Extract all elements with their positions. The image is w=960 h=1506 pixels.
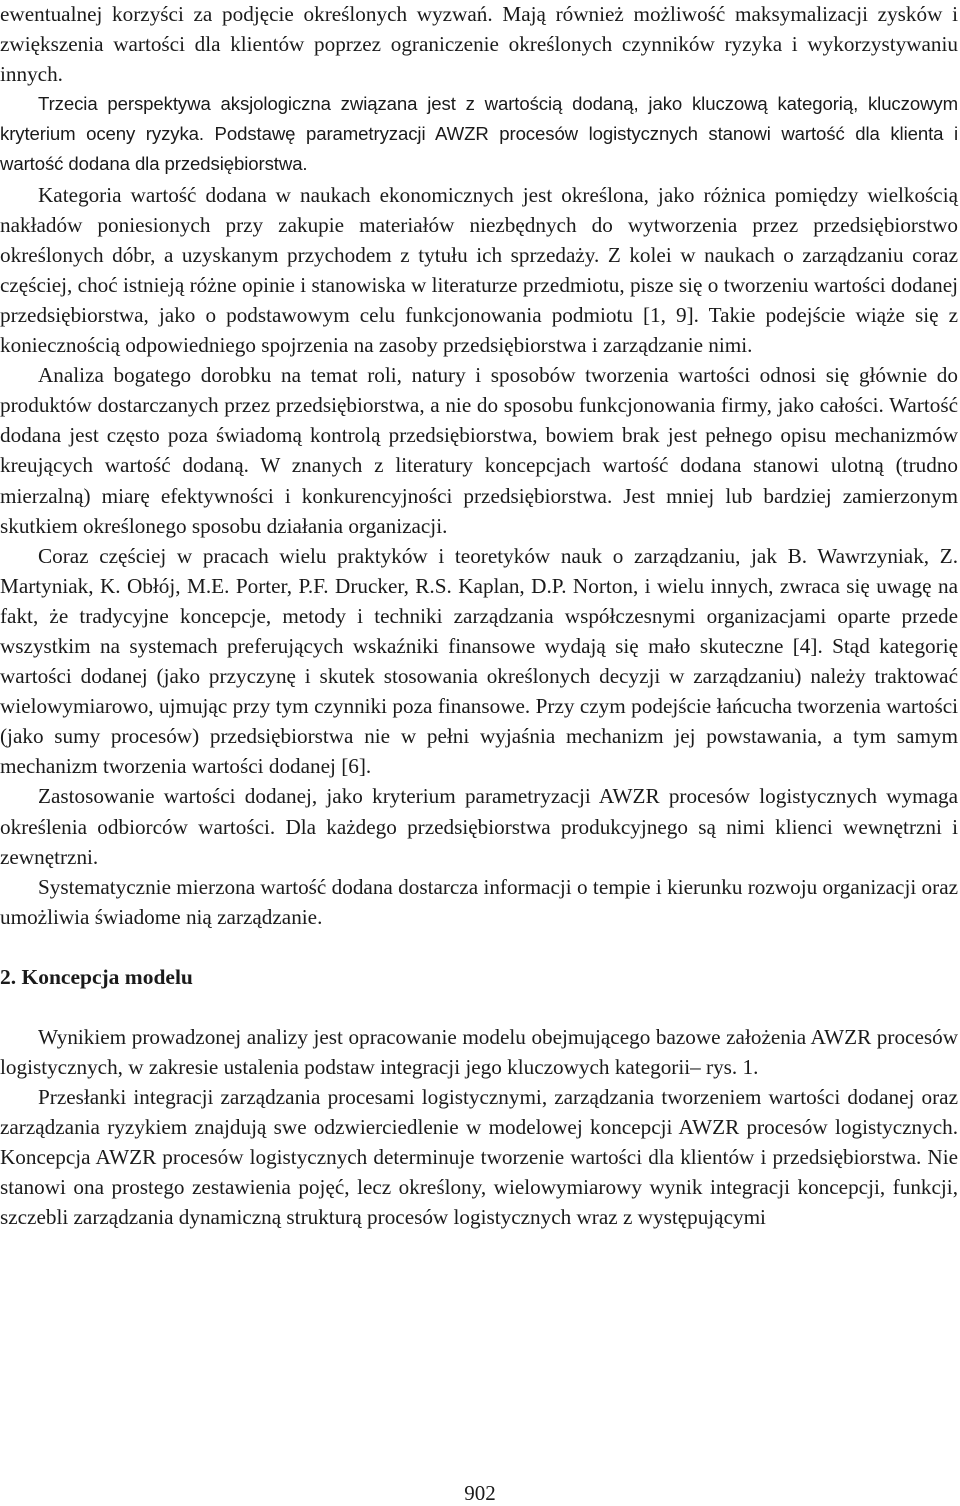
paragraph-model-result: Wynikiem prowadzonej analizy jest opracowanie modelu obejmującego bazowe założenia AWZR procesów logistycznych, w zakresie ustalenia podstaw integracji jego kluczowych kategorii– rys. 1. bbox=[0, 1024, 958, 1079]
heading-spacer-top bbox=[0, 932, 958, 962]
paragraph-third-perspective: Trzecia perspektywa aksjologiczna związana jest z wartością dodaną, jako kluczową kategorią, kluczowym kryterium oceny ryzyka. Podstawę parametryzacji AWZR procesów logistycznych stanowi wartość dla klienta i wartość dodana dla przedsiębiorstwa. bbox=[0, 93, 958, 175]
paragraph-analysis: Analiza bogatego dorobku na temat roli, natury i sposobów tworzenia wartości odnosi się głównie do produktów dostarczanych przez przedsiębiorstwa, a nie do sposobu funkcjonowania firmy, jako całości. Wartość dodana jest często poza świadomą kontrolą przedsiębiorstwa, bowiem brak jest pełnego opisu mechanizmów kreujących wartość dodaną. W znanych z literatury koncepcjach wartość dodana stanowi ulotną (trudno mierzalną) miarę efektywności i konkurencyjności przedsiębiorstwa. Jest mniej lub bardziej zamierzonym skutkiem określonego sposobu działania organizacji. bbox=[0, 363, 958, 538]
page-number: 902 bbox=[464, 1481, 496, 1505]
paragraph-continuation: ewentualnej korzyści za podjęcie określonych wyzwań. Mają również możliwość maksymalizacji zysków i zwiększenia wartości dla klientów poprzez ograniczenie określonych czynników ryzyka i wykorzystywaniu innych. bbox=[0, 2, 958, 87]
paragraph-systematic-measurement: Systematycznie mierzona wartość dodana dostarcza informacji o tempie i kierunku rozwoju organizacji oraz umożliwia świadome nią zarządzanie. bbox=[0, 874, 958, 929]
heading-spacer-bottom bbox=[0, 992, 958, 1022]
paragraph-practitioners: Coraz częściej w pracach wielu praktyków i teoretyków nauk o zarządzaniu, jak B. Wawrzyniak, Z. Martyniak, K. Obłój, M.E. Porter, P.F. Drucker, R.S. Kaplan, D.P. Norton, i wielu innych, zwraca się uwagę na fakt, że tradycyjne koncepcje, metody i techniki zarządzania współczesnymi organizacjami oparte przede wszystkim na systemach preferujących wskaźniki finansowe wydają się mało skuteczne [4]. Stąd kategorię wartości dodanej (jako przyczynę i skutek stosowania określonych decyzji w zarządzaniu) należy traktować wielowymiarowo, ujmując przy tym czynniki poza finansowe. Przy czym podejście łańcucha tworzenia wartości (jako sumy procesów) przedsiębiorstwa nie w pełni wyjaśnia mechanizm jej powstawania, a tym samym mechanizm tworzenia wartości dodanej [6]. bbox=[0, 543, 958, 779]
section-heading: 2. Koncepcja modelu bbox=[0, 964, 193, 989]
paragraph-integration-premises: Przesłanki integracji zarządzania procesami logistycznymi, zarządzania tworzeniem wartości dodanej oraz zarządzania ryzykiem znajdują swe odzwierciedlenie w modelowej koncepcji AWZR procesów logistycznych. Koncepcja AWZR procesów logistycznych determinuje tworzenie wartości dla klientów i przedsiębiorstwa. Nie stanowi ona prostego zestawienia pojęć, lecz określony, wielowymiarowy wynik integracji koncepcji, funkcji, szczebli zarządzania dynamiczną strukturą procesów logistycznych wraz z występującymi bbox=[0, 1085, 958, 1230]
paragraph-value-added-definition: Kategoria wartość dodana w naukach ekonomicznych jest określona, jako różnica pomiędzy wielkością nakładów poniesionych przy zakupie materiałów niezbędnych do wytworzenia przez przedsiębiorstwo określonych dóbr, a uzyskanym przychodem z tytułu ich sprzedaży. Z kolei w naukach o zarządzaniu coraz częściej, choć istnieją różne opinie i stanowiska w literaturze przedmiotu, pisze się o tworzeniu wartości dodanej przedsiębiorstwa, jako o podstawowym celu funkcjonowania podmiotu [1, 9]. Takie podejście wiąże się z koniecznością odpowiedniego spojrzenia na zasoby przedsiębiorstwa i zarządzanie nimi. bbox=[0, 182, 958, 358]
paragraph-application: Zastosowanie wartości dodanej, jako kryterium parametryzacji AWZR procesów logistycznych wymaga określenia odbiorców wartości. Dla każdego przedsiębiorstwa produkcyjnego są nimi klienci wewnętrzni i zewnętrzni. bbox=[0, 784, 958, 869]
